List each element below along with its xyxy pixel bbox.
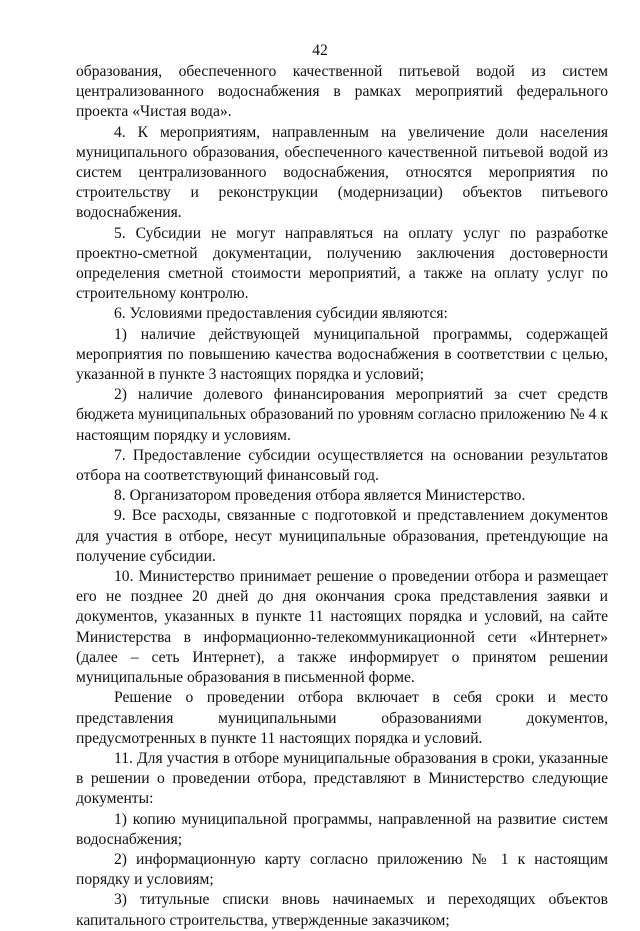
paragraph-item-9: 9. Все расходы, связанные с подготовкой и представлением документов для участия в отборе, несут муниципальные образования, претендующие на получение субсидии. [76,507,608,565]
paragraph-item-7: 7. Предоставление субсидии осуществляется на основании результатов отбора на соответствующий финансовый год. [76,446,608,485]
page-number: 42 [312,42,328,59]
paragraph-item-8: 8. Организатором проведения отбора является Министерство. [114,487,526,505]
document-body [76,62,608,931]
paragraph-item-6-1: 1) наличие действующей муниципальной программы, содержащей мероприятия по повышению качества водоснабжения в соответствии с целью, указанной в пункте 3 настоящих порядка и условий; [76,325,608,384]
paragraph-item-10: 10. Министерство принимает решение о проведении отбора и размещает его не позднее 20 дней до дня окончания срока представления заявки и документов, указанных в пункте 11 настоящих порядка и условий, на сайте Министерства в информационно-телекоммуникационной сети «Интернет» (далее – сеть Интернет), а также информирует о принятом решении муниципальные образования в письменной форме. [76,568,608,687]
paragraph-continuation: образования, обеспеченного качественной питьевой водой из систем централизованного водоснабжения в рамках мероприятий федерального проекта «Чистая вода». [76,63,608,121]
paragraph-item-11-2: 2) информационную карту согласно приложению № 1 к настоящим порядку и условиям; [76,850,608,889]
paragraph-item-6: 6. Условиями предоставления субсидии являются: [114,305,448,323]
paragraph-item-11-3: 3) титульные списки вновь начинаемых и переходящих объектов капитального строительства, утвержденные заказчиком; [76,891,608,929]
paragraph-item-5: 5. Субсидии не могут направляться на оплату услуг по разработке проектно-сметной документации, получению заключения достоверности определения сметной стоимости мероприятий, а также на оплату услуг по строительному контролю. [76,224,608,303]
paragraph-item-6-2: 2) наличие долевого финансирования мероприятий за счет средств бюджета муниципальных образований по уровням согласно приложению № 4 к настоящим порядку и условиям. [76,386,608,444]
paragraph-item-11: 11. Для участия в отборе муниципальные образования в сроки, указанные в решении о проведении отбора, представляют в Министерство следующие документы: [76,749,608,808]
paragraph-item-11-1: 1) копию муниципальной программы, направленной на развитие систем водоснабжения; [76,810,608,848]
paragraph-item-10-decision: Решение о проведении отбора включает в себя сроки и место представления муниципальными образованиями документов, предусмотренных в пункте 11 настоящих порядка и условий. [76,689,608,747]
paragraph-item-4: 4. К мероприятиям, направленным на увеличение доли населения муниципального образования, обеспеченного качественной питьевой водой из систем централизованного водоснабжения, относятся мероприятия по строительству и реконструкции (модернизации) объектов питьевого водоснабжения. [76,123,608,222]
